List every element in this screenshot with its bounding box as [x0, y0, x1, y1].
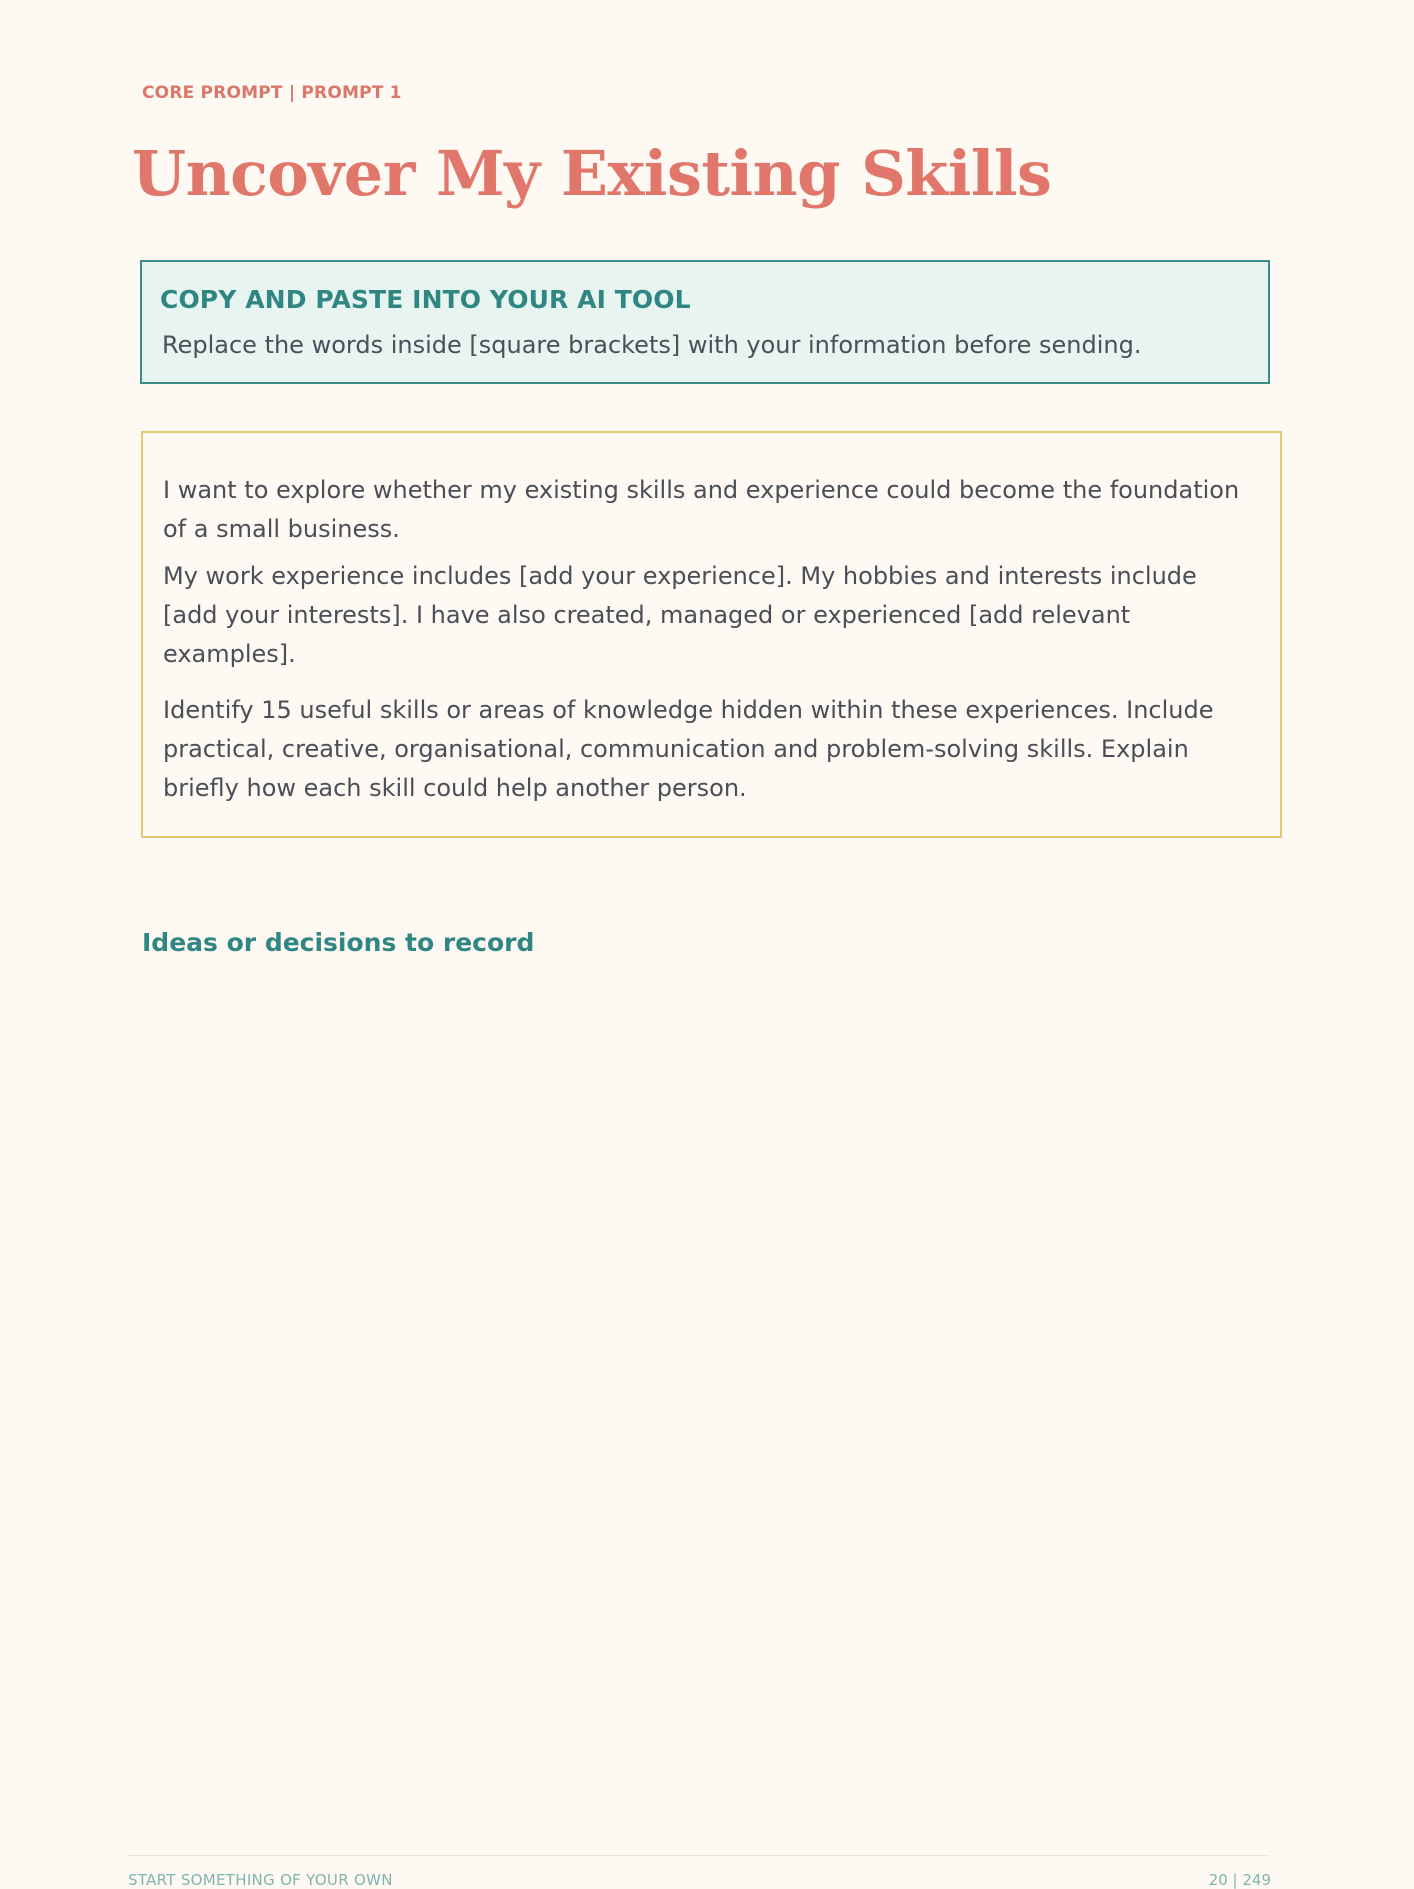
notes-heading: Ideas or decisions to record — [142, 928, 535, 957]
footer-page-number: 20 | 249 — [1208, 1871, 1271, 1889]
instruction-text: Replace the words inside [square brackets] with your information before sending. — [162, 331, 1142, 359]
instruction-heading: COPY AND PASTE INTO YOUR AI TOOL — [160, 285, 691, 314]
prompt-paragraph: I want to explore whether my existing skills and experience could become the foundation of a small business. — [163, 476, 1240, 543]
prompt-paragraph: My work experience includes [add your experience]. My hobbies and interests include [add your interests]. I have also created, managed or experienced [add relevant examples]. — [163, 562, 1197, 668]
page-title: Uncover My Existing Skills — [132, 137, 1052, 210]
footer-divider — [128, 1855, 1270, 1856]
section-eyebrow: CORE PROMPT | PROMPT 1 — [142, 83, 402, 103]
prompt-paragraph: Identify 15 useful skills or areas of knowledge hidden within these experiences. Include practical, creative, organisational, communication and problem-solving skills. Explain briefly how each skill could help another person. — [163, 696, 1214, 802]
prompt-box[interactable] — [141, 431, 1282, 838]
instruction-box — [140, 260, 1270, 384]
footer-book-title: START SOMETHING OF YOUR OWN — [128, 1871, 393, 1889]
